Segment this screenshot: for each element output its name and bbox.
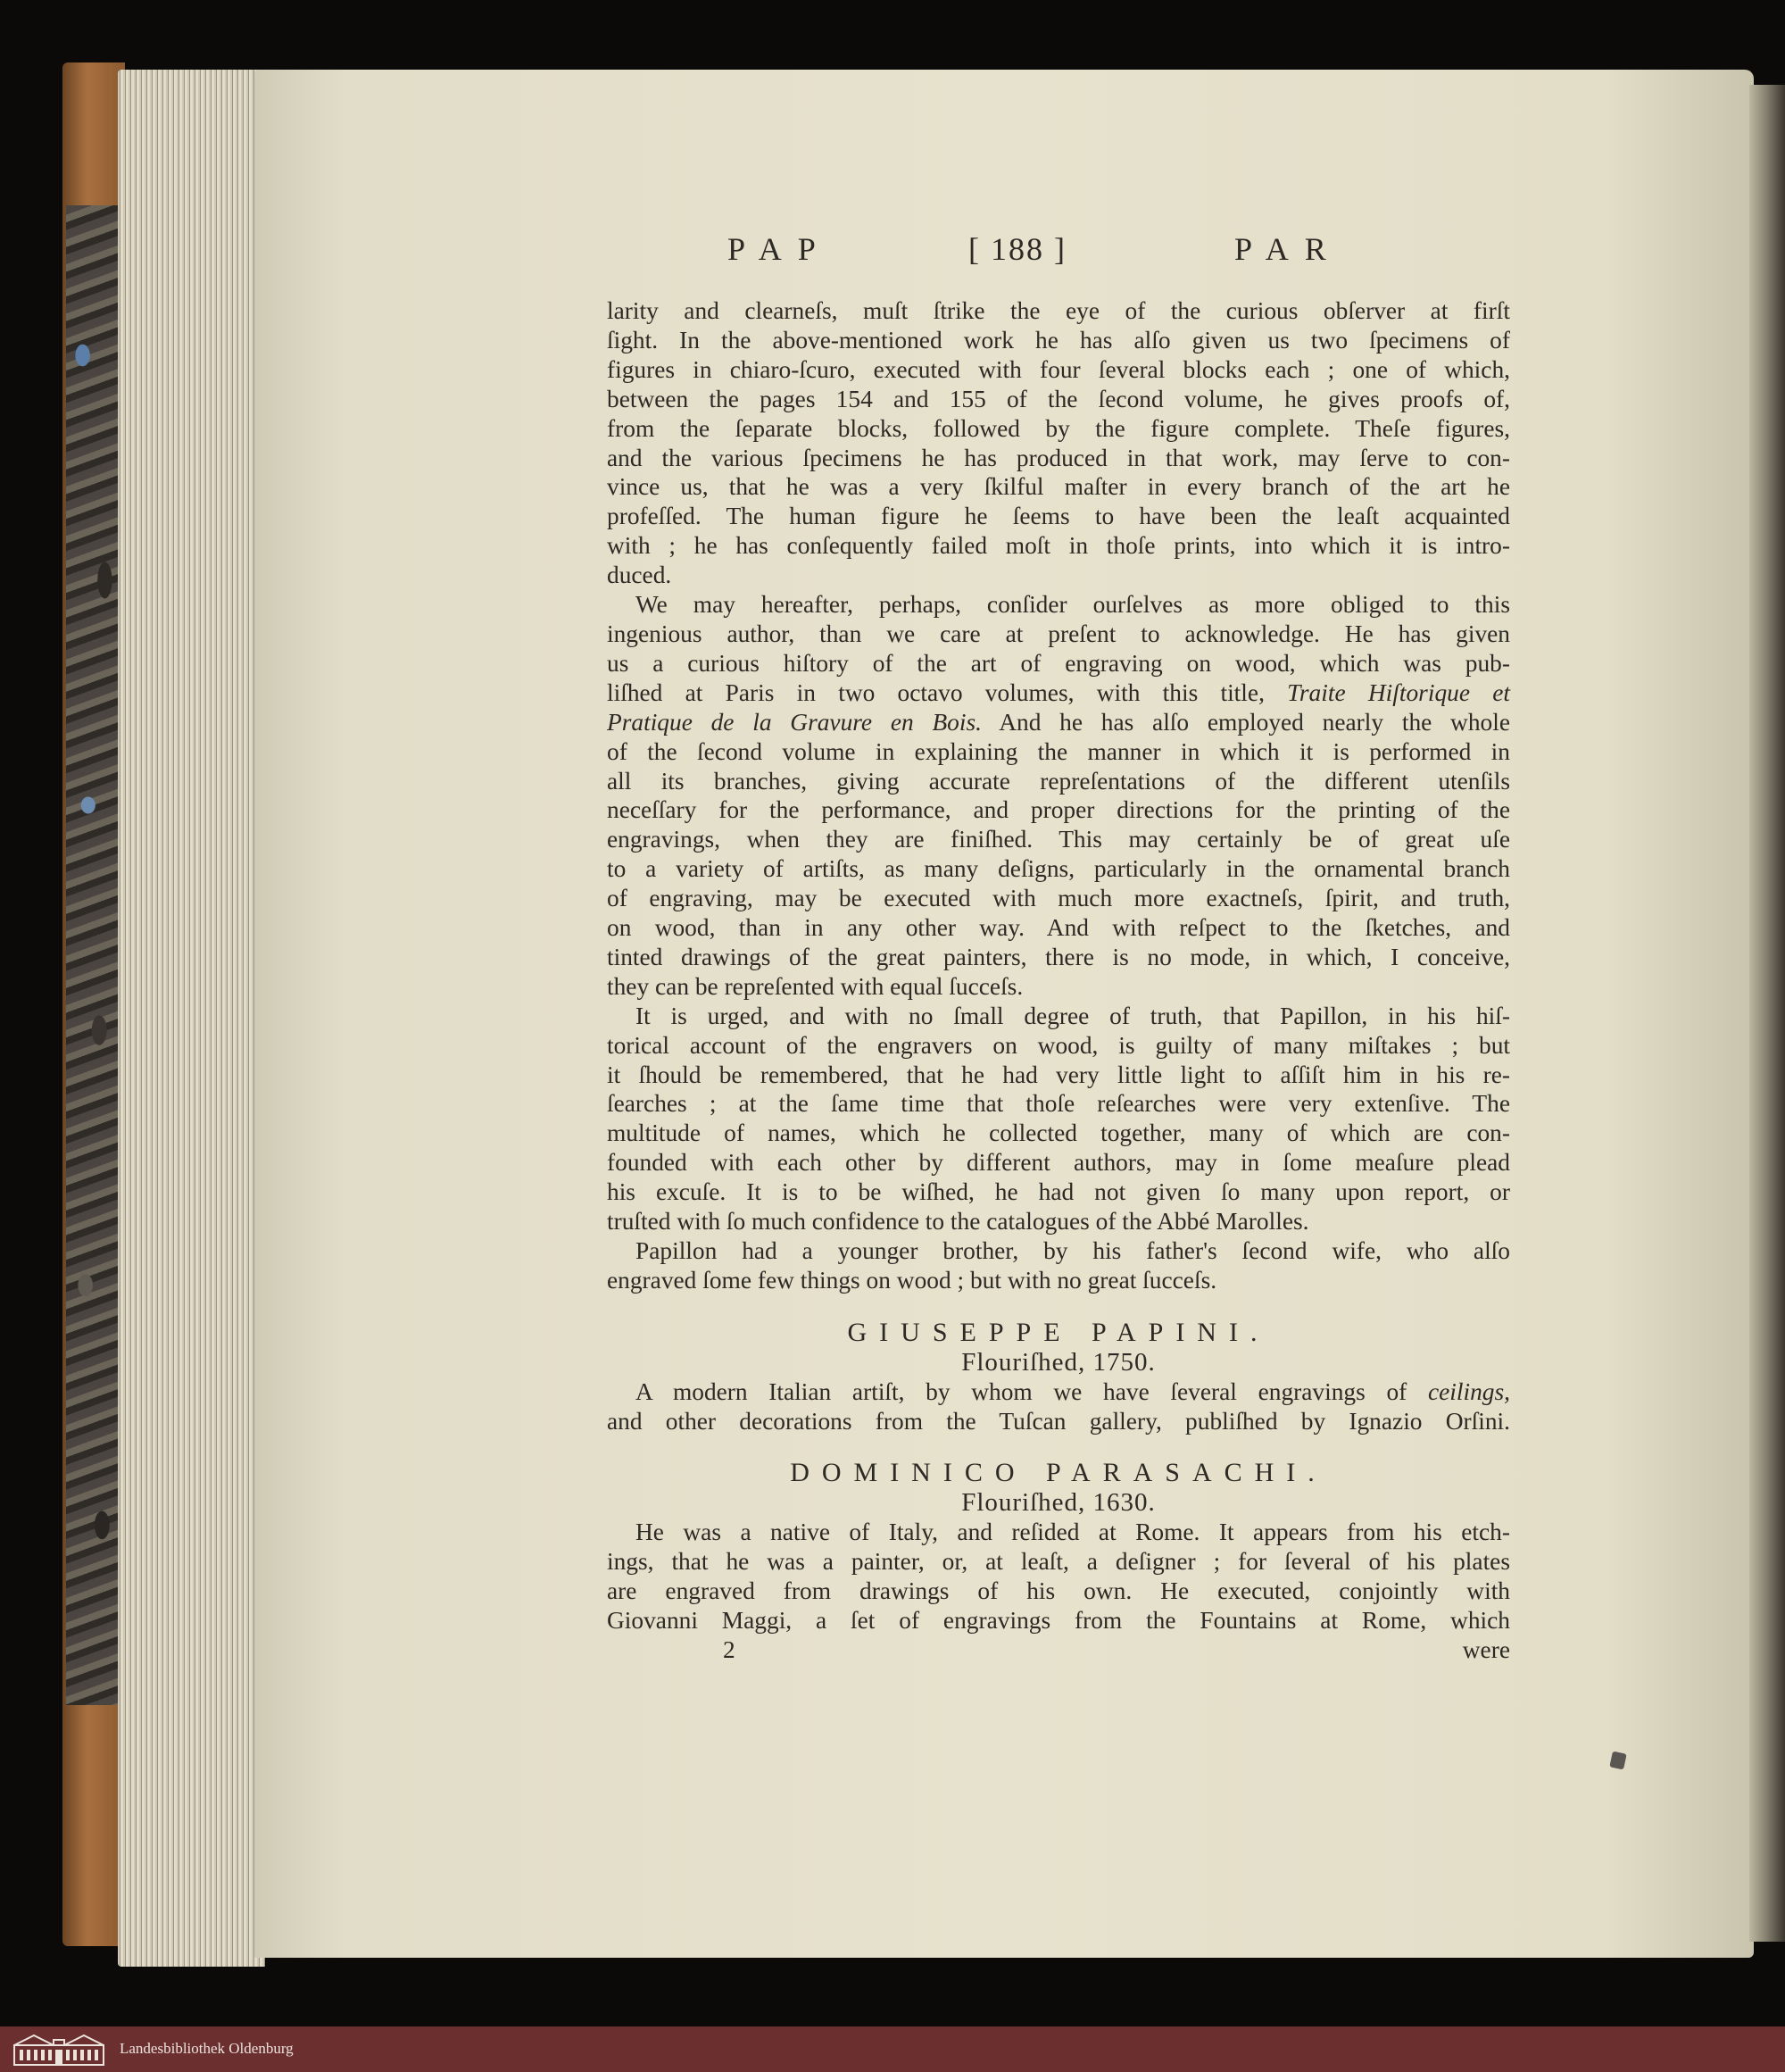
text-line: all its branches, giving accurate repreſentations of the different utenſils bbox=[607, 767, 1510, 795]
text-line: from the ſeparate blocks, followed by the figure complete. Theſe figures, bbox=[607, 414, 1510, 442]
text-line: to a variety of artiſts, as many deſigns, particularly in the ornamental branch bbox=[607, 855, 1510, 883]
text-line: us a curious hiſtory of the art of engraving on wood, which was pub- bbox=[607, 649, 1510, 677]
entry-heading-parasachi: DOMINICO PARASACHI. bbox=[790, 1458, 1327, 1488]
text-line: tinted drawings of the great painters, there is no mode, in which, I conceive, bbox=[607, 943, 1510, 970]
text-line: they can be repreſented with equal ſucceſs. bbox=[607, 972, 1024, 1000]
marbled-endpaper bbox=[66, 205, 121, 1705]
text-line: and the various ſpecimens he has produced in that work, may ſerve to con- bbox=[607, 444, 1510, 471]
right-page-edge bbox=[1749, 85, 1785, 1942]
text-line: ings, that he was a painter, or, at leaſt, a deſigner ; for ſeveral of his plates bbox=[607, 1548, 1510, 1576]
text-run: liſhed at Paris in two octavo volumes, with this title, bbox=[607, 678, 1288, 706]
text-line: Giovanni Maggi, a ſet of engravings from the Fountains at Rome, which bbox=[607, 1606, 1510, 1634]
text-line: ſight. In the above-mentioned work he has alſo given us two ſpecimens of bbox=[607, 326, 1510, 354]
text-line: We may hereafter, perhaps, conſider ourſelves as more obliged to this bbox=[635, 591, 1510, 619]
library-footer bbox=[0, 2026, 1785, 2072]
entry-date-papini: Flouriſhed, 1750. bbox=[961, 1347, 1156, 1377]
library-building-logo-icon bbox=[12, 2033, 105, 2066]
text-run: A modern Italian artiſt, by whom we have ſeveral engravings of bbox=[635, 1377, 1428, 1405]
text-line: founded with each other by different authors, may in ſome meaſure plead bbox=[607, 1149, 1510, 1177]
text-line: torical account of the engravers on wood, is guilty of many miſtakes ; but bbox=[607, 1031, 1510, 1059]
paragraph-3 bbox=[607, 1002, 1510, 1236]
entry-text-parasachi bbox=[607, 1518, 1510, 1635]
text-line: duced. bbox=[607, 562, 672, 589]
text-line: truſted with ſo much confidence to the catalogues of the Abbé Marolles. bbox=[607, 1208, 1309, 1236]
text-line: Papillon had a younger brother, by his father's ſecond wife, who alſo bbox=[635, 1237, 1510, 1264]
library-name: Landesbibliothek Oldenburg bbox=[120, 2040, 294, 2057]
book-title-italic: Pratique de la Gravure en Bois. bbox=[607, 708, 982, 736]
text-line: profeſſed. The human figure he ſeems to have been the leaſt acquainted bbox=[607, 503, 1510, 530]
text-line: ſearches ; at the ſame time that thoſe reſearches were very extenſive. The bbox=[607, 1090, 1510, 1118]
page-edges bbox=[118, 70, 265, 1967]
text-line: multitude of names, which he collected together, many of which are con- bbox=[607, 1119, 1510, 1147]
text-line: it ſhould be remembered, that he had very little light to aſſiſt him in his re- bbox=[607, 1061, 1510, 1088]
text-run: And he has alſo employed nearly the whole bbox=[981, 708, 1510, 736]
entry-date-parasachi: Flouriſhed, 1630. bbox=[961, 1488, 1156, 1518]
text-line bbox=[607, 708, 1510, 737]
paragraph-1 bbox=[607, 296, 1510, 590]
text-line: on wood, than in any other way. And with reſpect to the ſketches, and bbox=[607, 914, 1510, 942]
text-line: figures in chiaro-ſcuro, executed with four ſeveral blocks each ; one of which, bbox=[607, 355, 1510, 383]
text-line: of engraving, may be executed with much more exactneſs, ſpirit, and truth, bbox=[607, 885, 1510, 912]
signature-mark: 2 bbox=[723, 1635, 735, 1663]
paragraph-4 bbox=[607, 1236, 1510, 1295]
text-line: engravings, when they are finiſhed. This may certainly be of great uſe bbox=[607, 826, 1510, 853]
text-line bbox=[607, 1377, 1510, 1407]
page-number: [ 188 ] bbox=[968, 231, 1067, 267]
italic-term: ceilings, bbox=[1427, 1377, 1510, 1405]
text-line: of the ſecond volume in explaining the manner in which it is performed in bbox=[607, 737, 1510, 765]
text-line: engraved ſome few things on wood ; but with no great ſucceſs. bbox=[607, 1266, 1217, 1294]
text-line: It is urged, and with no ſmall degree of truth, that Papillon, in his hiſ- bbox=[635, 1002, 1510, 1029]
catchword-line bbox=[607, 1635, 1510, 1665]
body-text bbox=[607, 296, 1510, 1665]
text-line bbox=[607, 678, 1510, 708]
text-line: ingenious author, than we care at preſent to acknowledge. He has given bbox=[607, 620, 1510, 647]
running-head bbox=[714, 230, 1392, 275]
text-line: neceſſary for the performance, and proper directions for the printing of the bbox=[607, 796, 1510, 824]
text-line: are engraved from drawings of his own. He executed, conjointly with bbox=[607, 1577, 1510, 1605]
entry-text-papini bbox=[607, 1377, 1510, 1436]
text-line: vince us, that he was a very ſkilful maſter in every branch of the art he bbox=[607, 473, 1510, 501]
catchword: were bbox=[1462, 1635, 1510, 1663]
entry-heading-papini: GIUSEPPE PAPINI. bbox=[847, 1317, 1270, 1347]
paragraph-2 bbox=[607, 590, 1510, 1002]
book-title-italic: Traite Hiſtorique et bbox=[1287, 678, 1511, 706]
text-line: He was a native of Italy, and reſided at Rome. It appears from his etch- bbox=[635, 1519, 1510, 1546]
text-line: larity and clearneſs, muſt ſtrike the eye of the curious obſerver at firſt bbox=[607, 297, 1510, 324]
text-line: between the pages 154 and 155 of the ſecond volume, he gives proofs of, bbox=[607, 385, 1510, 412]
text-line: with ; he has conſequently failed moſt in thoſe prints, into which it is intro- bbox=[607, 532, 1510, 560]
text-line: and other decorations from the Tuſcan gallery, publiſhed by Ignazio Orſini. bbox=[607, 1407, 1510, 1435]
text-line: his excuſe. It is to be wiſhed, he had not given ſo many upon report, or bbox=[607, 1178, 1510, 1206]
running-head-left: PAP bbox=[727, 231, 832, 267]
running-head-right: PAR bbox=[1234, 231, 1342, 267]
